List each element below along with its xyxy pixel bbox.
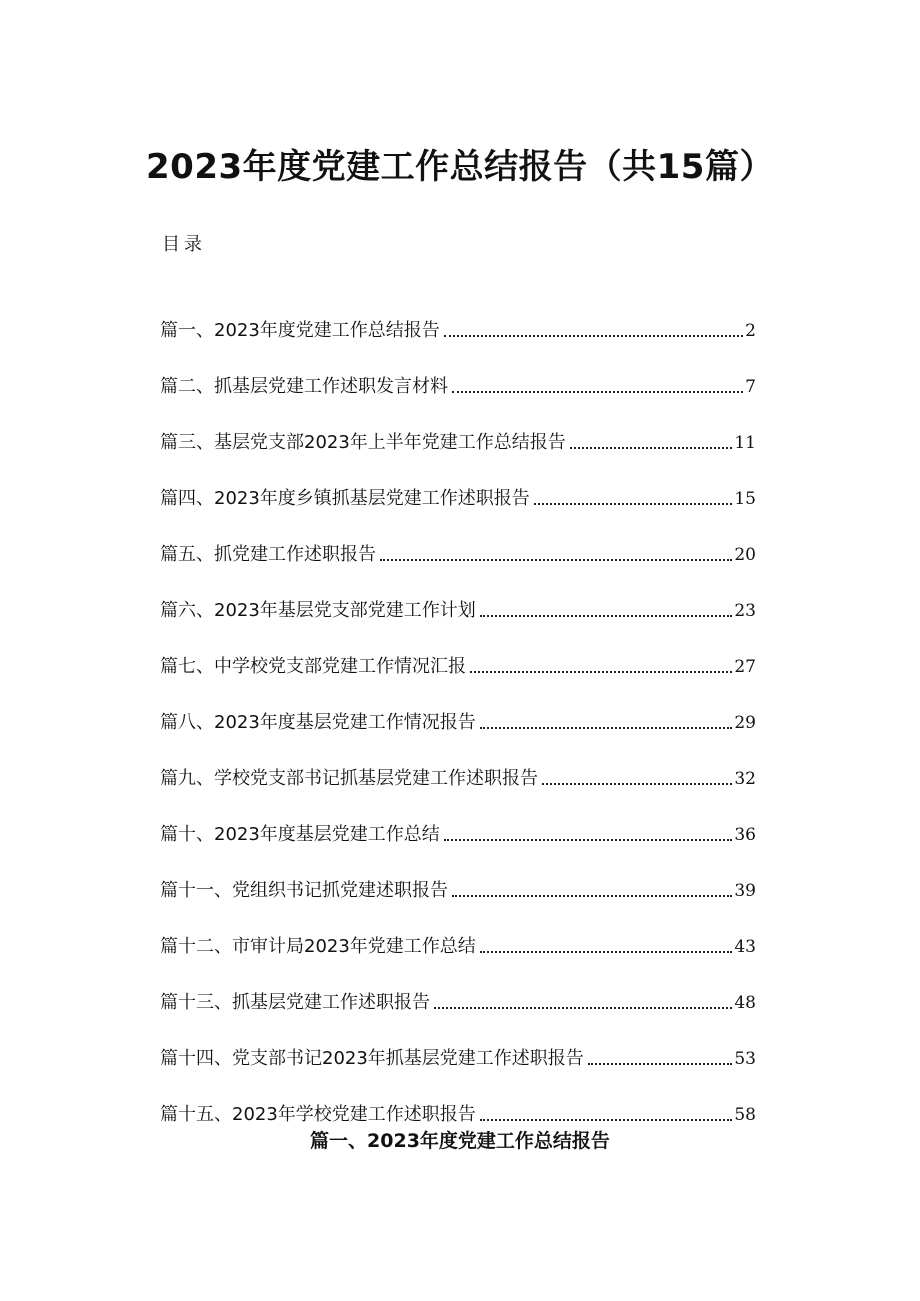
toc-leader-dots [534,503,733,505]
toc-entry-12[interactable] [160,904,756,960]
toc-leader-dots [480,1119,733,1121]
toc-entry-4[interactable] [160,456,756,512]
toc-heading: 目录 [162,234,206,255]
toc-entry-title: 篇四、2023年度乡镇抓基层党建工作述职报告 [160,488,530,509]
toc-entry-page: 7 [745,377,756,397]
toc-entry-title: 篇八、2023年度基层党建工作情况报告 [160,712,476,733]
toc-entry-page: 32 [734,769,756,789]
toc-entry-title: 篇一、2023年度党建工作总结报告 [160,320,440,341]
toc-entry-11[interactable] [160,848,756,904]
toc-leader-dots [588,1063,733,1065]
toc-entry-page: 11 [734,433,756,453]
toc-entry-page: 53 [734,1049,756,1069]
toc-entry-2[interactable] [160,344,756,400]
toc-entry-page: 23 [734,601,756,621]
toc-entry-8[interactable] [160,680,756,736]
toc-entry-page: 39 [734,881,756,901]
toc-entry-title: 篇十四、党支部书记2023年抓基层党建工作述职报告 [160,1048,584,1069]
toc-leader-dots [480,615,733,617]
toc-entry-7[interactable] [160,624,756,680]
toc-entry-1[interactable] [160,288,756,344]
toc-entry-title: 篇五、抓党建工作述职报告 [160,544,376,565]
toc-leader-dots [570,447,733,449]
toc-entry-page: 58 [734,1105,756,1125]
toc-entry-9[interactable] [160,736,756,792]
toc-entry-page: 27 [734,657,756,677]
toc-entry-3[interactable] [160,400,756,456]
toc-leader-dots [470,671,732,673]
toc-leader-dots [444,335,743,337]
toc-entry-page: 36 [734,825,756,845]
section-heading: 篇一、2023年度党建工作总结报告 [310,1130,610,1152]
toc-entry-title: 篇七、中学校党支部党建工作情况汇报 [160,656,466,677]
toc-entry-title: 篇十、2023年度基层党建工作总结 [160,824,440,845]
toc-entry-10[interactable] [160,792,756,848]
toc-entry-5[interactable] [160,512,756,568]
toc-entry-page: 15 [734,489,756,509]
toc-entry-title: 篇六、2023年基层党支部党建工作计划 [160,600,476,621]
toc-entry-page: 43 [734,937,756,957]
toc-leader-dots [480,951,733,953]
toc-leader-dots [452,391,743,393]
toc-entry-title: 篇九、学校党支部书记抓基层党建工作述职报告 [160,768,538,789]
toc-entry-13[interactable] [160,960,756,1016]
toc-entry-title: 篇二、抓基层党建工作述职发言材料 [160,376,448,397]
toc-entry-title: 篇十二、市审计局2023年党建工作总结 [160,936,476,957]
toc-entry-page: 20 [734,545,756,565]
toc-entry-title: 篇十三、抓基层党建工作述职报告 [160,992,430,1013]
toc-leader-dots [542,783,732,785]
toc-entry-page: 48 [734,993,756,1013]
toc-entry-15[interactable] [160,1072,756,1128]
document-title: 2023年度党建工作总结报告（共15篇） [146,147,774,187]
toc-entry-6[interactable] [160,568,756,624]
toc-entry-page: 2 [745,321,756,341]
toc-entry-14[interactable] [160,1016,756,1072]
toc-entry-page: 29 [734,713,756,733]
toc-leader-dots [452,895,732,897]
table-of-contents [160,288,756,1128]
toc-leader-dots [444,839,733,841]
toc-entry-title: 篇三、基层党支部2023年上半年党建工作总结报告 [160,432,566,453]
toc-leader-dots [434,1007,732,1009]
toc-leader-dots [480,727,733,729]
toc-entry-title: 篇十五、2023年学校党建工作述职报告 [160,1104,476,1125]
toc-entry-title: 篇十一、党组织书记抓党建述职报告 [160,880,448,901]
toc-leader-dots [380,559,732,561]
